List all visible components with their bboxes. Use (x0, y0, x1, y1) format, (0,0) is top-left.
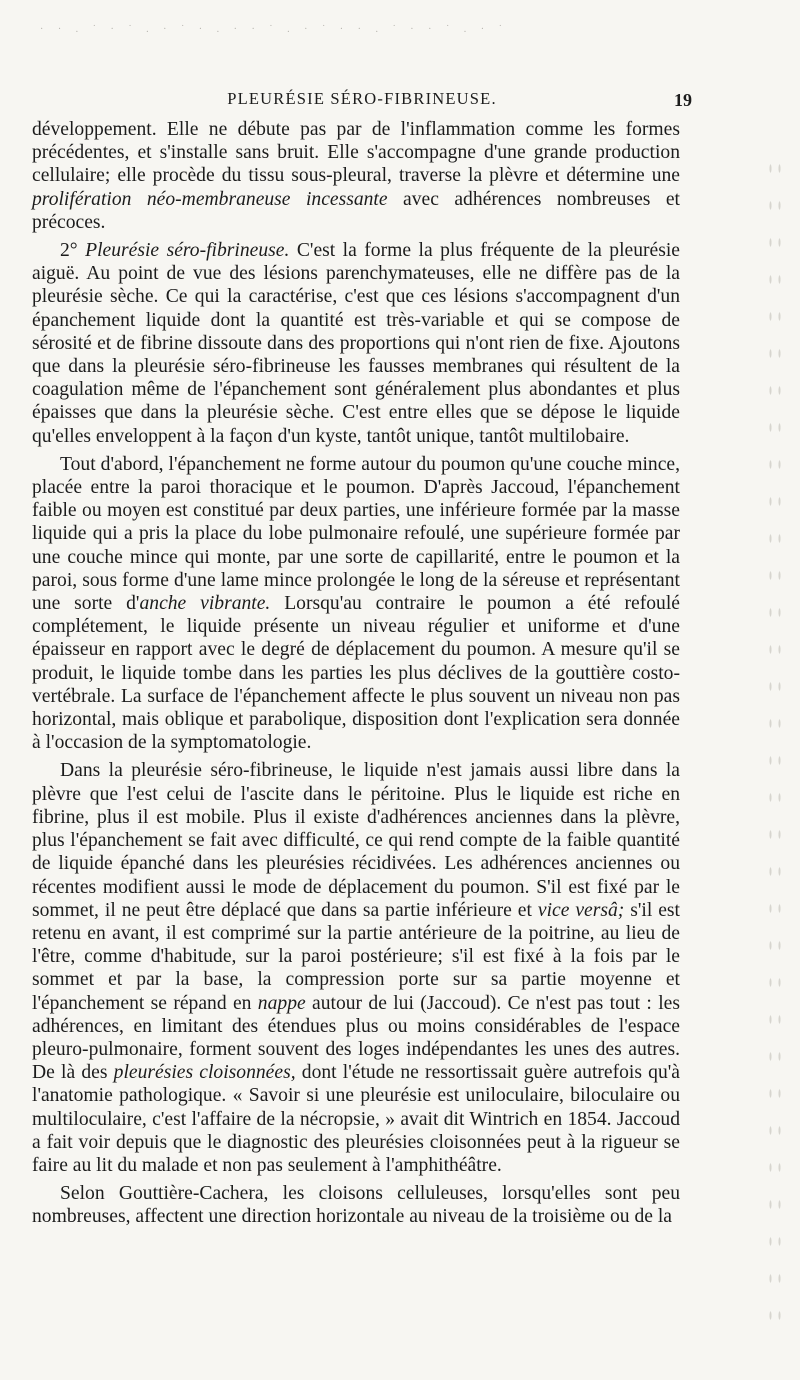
italic-text: Pleurésie séro-fibrineuse. (85, 240, 290, 262)
text-run: s'il est retenu en avant, il est comprimé sur la partie antérieure de la poitrine, au lieu de l'être, comme d'habitude, sur la paroi postérieure; s'il est fixé à la fois par le sommet et par la base, la compression porte sur sa partie moyenne et l'épanchement se répand en (32, 899, 680, 1014)
paragraph (32, 759, 680, 1177)
scan-margin-noise (766, 150, 786, 1330)
paragraph (32, 1182, 680, 1228)
text-run: Selon Gouttière-Cachera, les cloisons celluleuses, lorsqu'elles sont peu nombreuses, affectent une direction horizontale au niveau de la troisième ou de la (32, 1183, 680, 1228)
page-header (32, 86, 692, 112)
text-run: Tout d'abord, l'épanchement ne forme autour du poumon qu'une couche mince, placée entre la paroi thoracique et le poumon. D'après Jaccoud, l'épanchement faible ou moyen est constitué par deux parties, une inférieure formée par la masse liquide qui a pris la place du lobe pulmonaire refoulé, une supérieure formée par une couche mince qui monte, par une sorte de capillarité, entre le poumon et la paroi, sous forme d'une lame mince prolongée le long de la séreuse et représentant une sorte d' (32, 453, 680, 615)
scan-artifacts: · · . ˙ · ˙ . · ˙ · . · · ˙ . · ˙ · · . ˙ · · ˙ . · ˙ (40, 24, 508, 35)
italic-text: nappe (257, 992, 306, 1014)
italic-text: anche vibrante. (139, 593, 271, 615)
paragraph (32, 118, 680, 234)
text-run: développement. Elle ne débute pas par de l'inflammation comme les formes précédentes, et s'installe sans bruit. Elle s'accompagne d'une grande production cellulaire; elle procède du tissu sous-pleural, traverse la plèvre et détermine une (32, 119, 680, 187)
text-run: C'est la forme la plus fréquente de la pleurésie aiguë. Au point de vue des lésions parenchymateuses, elle ne diffère pas de la pleurésie sèche. Ce qui la caractérise, c'est que ces lésions s'accompagnent d'un épanchement liquide dont la quantité est très-variable et qui se compose de sérosité et de fibrine dissoute dans des proportions qui n'ont rien de fixe. Ajoutons que dans la pleurésie séro-fibrineuse les fausses membranes qui résultent de la coagulation même de l'épanchement sont généralement plus abondantes et plus épaisses que dans la pleurésie sèche. C'est entre elles que se dépose le liquide qu'elles enveloppent à la façon d'un kyste, tantôt unique, tantôt multilobaire. (32, 240, 680, 447)
running-title: PLEURÉSIE SÉRO-FIBRINEUSE. (227, 89, 497, 108)
body-text (32, 118, 680, 1229)
paragraph (32, 239, 680, 448)
text-run: avec adhérences nombreuses et précoces. (32, 188, 680, 233)
text-run: Dans la pleurésie séro-fibrineuse, le liquide n'est jamais aussi libre dans la plèvre que l'est celui de l'ascite dans le péritoine. Plus le liquide est riche en fibrine, plus il est mobile. Plus il existe d'adhérences anciennes dans la plèvre, plus l'épanchement se fait avec difficulté, ce qui rend compte de la faible quantité de liquide épanché dans les pleurésies récidivées. Les adhérences anciennes ou récentes modifient aussi le mode de déplacement du poumon. S'il est fixé par le sommet, il ne peut être déplacé que dans sa partie inférieure et (32, 760, 680, 921)
text-run: dont l'étude ne ressortissait guère autrefois qu'à l'anatomie pathologique. « Savoir si une pleurésie est uniloculaire, biloculaire ou multiloculaire, c'est l'affaire de la nécropsie, » avait dit Wintrich en 1854. Jaccoud a fait voir depuis que le diagnostic des pleurésies cloisonnées peut à la rigueur se faire au lit du malade et non pas seulement à l'amphithéâtre. (32, 1062, 680, 1176)
page-number: 19 (674, 90, 692, 110)
italic-text: vice versâ; (537, 899, 625, 921)
paragraph (32, 453, 680, 755)
italic-text: pleurésies cloisonnées, (113, 1062, 296, 1084)
text-run: 2° (60, 240, 86, 262)
text-run: autour de lui (Jaccoud). Ce n'est pas tout : les adhérences, en limitant des étendues plus ou moins considérables de l'espace pleuro-pulmonaire, forment souvent des loges indépendantes les unes des autres. De là des (32, 992, 680, 1084)
text-run: Lorsqu'au contraire le poumon a été refoulé complétement, le liquide présente un niveau régulier et uniforme et d'une épaisseur en rapport avec le degré de déplacement du poumon. A mesure qu'il se produit, le liquide tombe dans les parties les plus déclives de la gouttière costo-vertébrale. La surface de l'épanchement affecte le plus souvent un niveau non pas horizontal, mais oblique et parabolique, disposition dont l'explication sera donnée à l'occasion de la symptomatologie. (32, 593, 680, 754)
italic-text: prolifération néo-membraneuse incessante (32, 188, 388, 210)
